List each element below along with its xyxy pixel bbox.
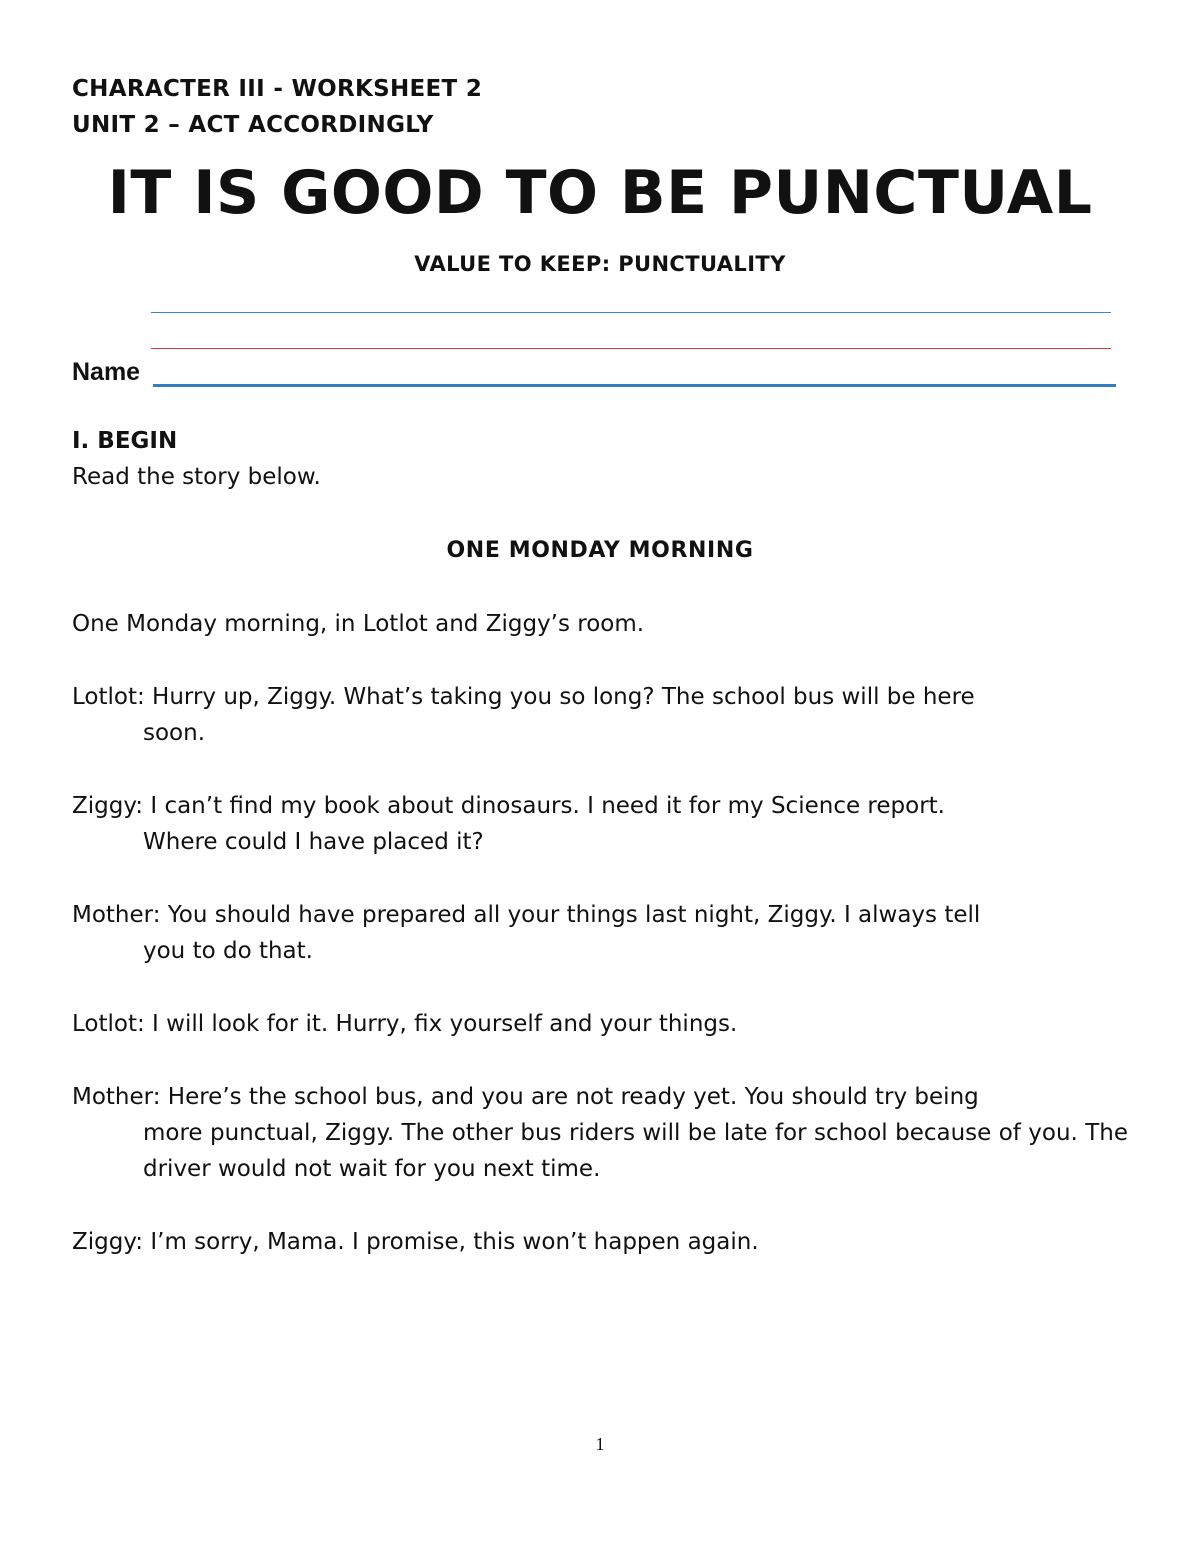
section-instruction: Read the story below.	[72, 464, 321, 490]
story-line: Lotlot: I will look for it. Hurry, fix yourself and your things.	[72, 1011, 738, 1037]
story-line: Mother: Here’s the school bus, and you are not ready yet. You should try being	[72, 1084, 979, 1110]
story-paragraph	[72, 679, 1128, 751]
story-paragraph	[72, 1224, 1128, 1260]
story-line: Ziggy: I can’t find my book about dinosaurs. I need it for my Science report.	[72, 793, 945, 819]
story-line-continued: more punctual, Ziggy. The other bus riders will be late for school because of you. The driver would not wait for you next time.	[143, 1120, 1128, 1182]
story-paragraph	[72, 788, 1128, 860]
story-paragraph	[72, 1006, 1128, 1042]
story-line: Mother: You should have prepared all your things last night, Ziggy. I always tell	[72, 902, 981, 928]
worksheet-header-line-2: UNIT 2 – ACT ACCORDINGLY	[72, 112, 434, 138]
page-title: IT IS GOOD TO BE PUNCTUAL	[107, 158, 1093, 228]
name-label: Name	[72, 358, 141, 386]
name-writing-line[interactable]	[153, 384, 1116, 387]
story-line-continued: you to do that.	[143, 938, 313, 964]
story-line-continued: Where could I have placed it?	[143, 829, 484, 855]
story-paragraph	[72, 1079, 1128, 1187]
story-line: One Monday morning, in Lotlot and Ziggy’s room.	[72, 611, 645, 637]
page-number: 1	[595, 1434, 605, 1454]
value-subtitle: VALUE TO KEEP: PUNCTUALITY	[414, 252, 786, 276]
story-paragraph	[72, 897, 1128, 969]
story-title: ONE MONDAY MORNING	[446, 538, 754, 563]
worksheet-header-line-1: CHARACTER III - WORKSHEET 2	[72, 76, 483, 102]
story-line: Ziggy: I’m sorry, Mama. I promise, this won’t happen again.	[72, 1229, 759, 1255]
section-title: I. BEGIN	[72, 428, 178, 454]
story-paragraph	[72, 606, 1128, 642]
handwriting-guide-line-middle	[151, 348, 1111, 349]
handwriting-guide-line-top	[151, 312, 1111, 313]
story-line-continued: soon.	[143, 720, 206, 746]
story-line: Lotlot: Hurry up, Ziggy. What’s taking you so long? The school bus will be here	[72, 684, 975, 710]
